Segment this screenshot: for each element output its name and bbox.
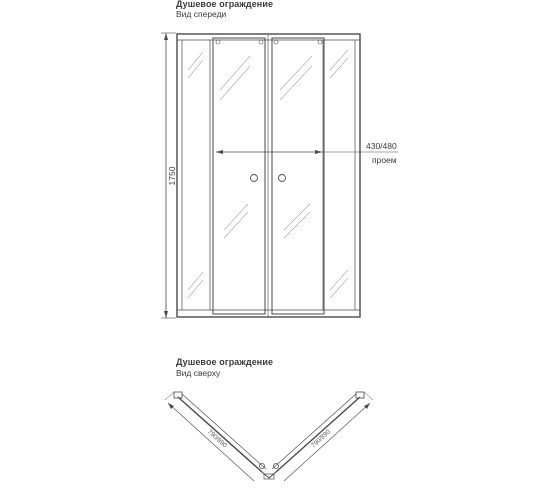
- left-dimension-line: [168, 403, 254, 481]
- right-dimension-line: [284, 403, 370, 481]
- right-door-handle-icon: [279, 175, 286, 182]
- right-dimension-extension: [364, 392, 373, 400]
- corner-handle-icon: [260, 464, 265, 469]
- top-view-subtitle: Вид сверху: [176, 368, 221, 378]
- right-sliding-door: [272, 38, 324, 314]
- left-dimension-extension: [165, 392, 174, 400]
- roller-icon: [259, 40, 263, 44]
- front-view-subtitle: Вид спереди: [176, 9, 227, 19]
- enclosure-frame: [177, 34, 360, 317]
- right-panel-top-view: [276, 397, 360, 472]
- corner-handle-icon: [274, 464, 279, 469]
- roller-icon: [274, 40, 278, 44]
- roller-icon: [216, 40, 220, 44]
- opening-arrow-left: [216, 150, 223, 154]
- opening-caption: проем: [372, 155, 397, 165]
- roller-icon: [318, 40, 322, 44]
- left-door-handle-icon: [251, 175, 258, 182]
- right-panel-inner-top-view: [272, 394, 356, 469]
- front-view-title: Душевое ограждение: [176, 0, 274, 9]
- right-side-label: 790/890: [309, 428, 333, 450]
- height-arrow-bottom: [164, 311, 168, 318]
- right-dimension-arrow: [364, 403, 370, 409]
- left-panel-inner-top-view: [182, 394, 266, 469]
- top-view-title: Душевое ограждение: [176, 357, 274, 367]
- left-side-label: 790/890: [205, 428, 229, 450]
- height-arrow-top: [164, 33, 168, 40]
- left-panel-top-view: [178, 397, 262, 472]
- height-label: 1750: [167, 166, 177, 186]
- top-view-drawing: [165, 392, 373, 481]
- front-view-drawing: [161, 33, 398, 318]
- left-dimension-arrow: [168, 403, 174, 409]
- opening-label: 430/480: [366, 141, 397, 151]
- opening-arrow-right: [315, 150, 322, 154]
